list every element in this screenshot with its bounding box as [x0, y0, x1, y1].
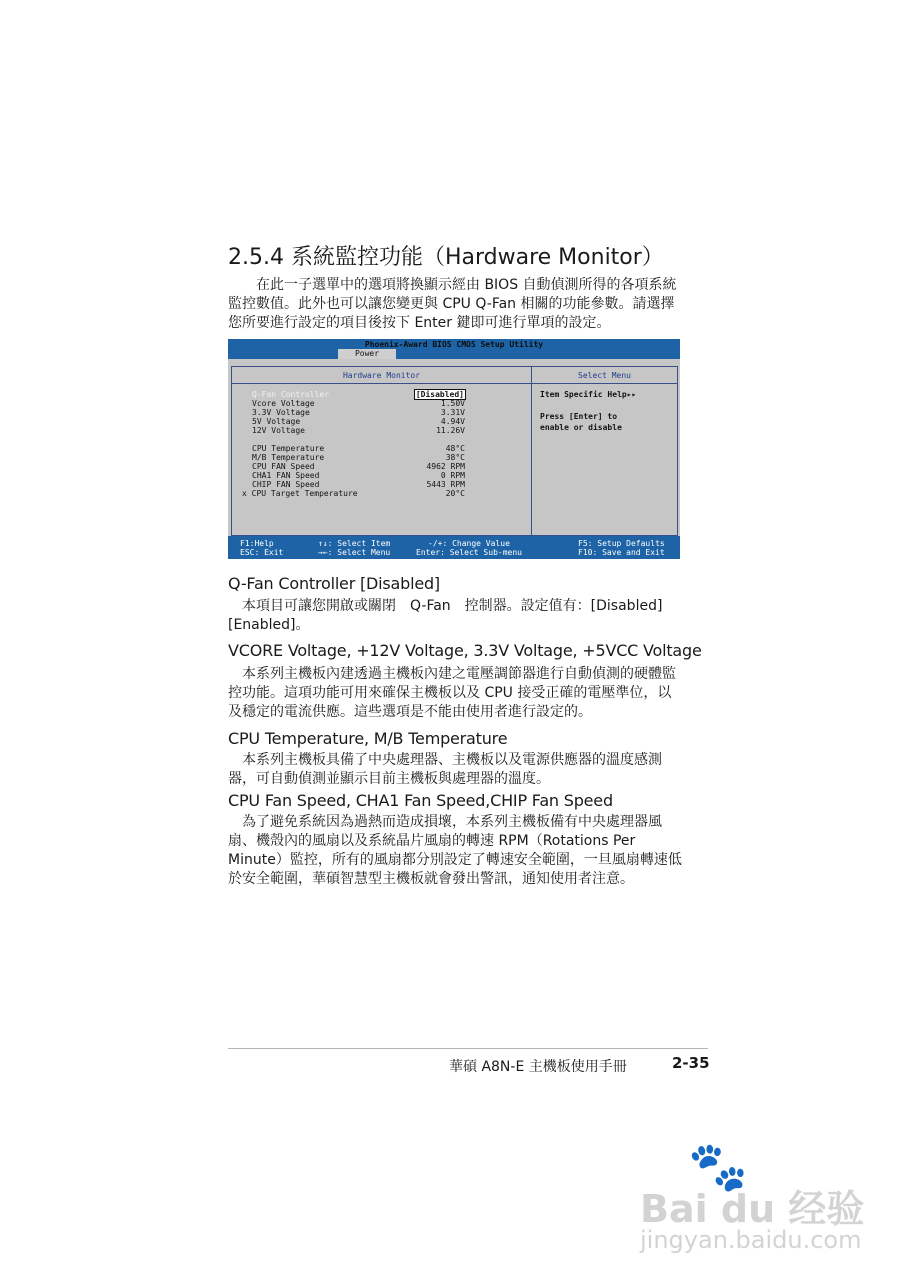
section-title-temperature: CPU Temperature, M/B Temperature — [228, 729, 508, 748]
section-title-voltage: VCORE Voltage, +12V Voltage, 3.3V Voltage, +5VCC Voltage — [228, 641, 702, 660]
sub-menu-key: Enter: Select Sub-menu — [416, 548, 522, 557]
bios-tab-power[interactable]: Power — [338, 349, 396, 359]
bios-row-label: 5V Voltage — [252, 417, 301, 426]
watermark-url: jingyan.baidu.com — [640, 1226, 862, 1254]
change-value-key: -/+: Change Value — [428, 539, 510, 548]
bios-row-qfan[interactable] — [240, 390, 525, 399]
bios-row-mb-temp — [240, 453, 525, 462]
bios-footer-col-2 — [318, 539, 390, 559]
bios-row-label: M/B Temperature — [252, 453, 325, 462]
bios-row-5v — [240, 417, 525, 426]
select-menu-key: →←: Select Menu — [318, 548, 391, 557]
bios-help-line: Press [Enter] to — [540, 412, 618, 421]
bios-main-panel — [231, 366, 532, 536]
watermark — [600, 1138, 890, 1268]
bios-row-value: 20°C — [445, 489, 465, 498]
select-item-key: ↑↓: Select Item — [318, 539, 391, 548]
bios-title: Phoenix-Award BIOS CMOS Setup Utility — [364, 340, 544, 349]
bios-row-chip-fan — [240, 480, 525, 489]
f1-help-key: F1:Help — [240, 539, 274, 548]
esc-exit-key: ESC: Exit — [240, 548, 284, 557]
section-heading: 2.5.4 系統監控功能（Hardware Monitor） — [228, 245, 664, 270]
bios-row-value: 5443 RPM — [426, 480, 465, 489]
bios-help-line: enable or disable — [540, 423, 622, 432]
watermark-logo: Bai du 经验 — [640, 1187, 865, 1231]
bios-main-header: Hardware Monitor — [342, 371, 421, 380]
section-title-qfan: Q-Fan Controller [Disabled] — [228, 574, 440, 593]
section-body-temperature: 本系列主機板具備了中央處理器、主機板以及電源供應器的溫度感測器，可自動偵測並顯示目前主機板與處理器的溫度。 — [228, 752, 662, 787]
bios-side-divider — [532, 383, 677, 384]
bios-row-value: 11.26V — [436, 426, 465, 435]
bios-row-label: 12V Voltage — [252, 426, 305, 435]
section-body-fan-speed: 為了避免系統因為過熱而造成損壞，本系列主機板備有中央處理器風扇、機殼內的風扇以及系統晶片風扇的轉速 RPM（Rotations Per Minute）監控，所有的風扇都分別設定了轉速安全範圍，一旦風扇轉速低於安全範圍，華碩智慧型主機板就會發出警訊，通知使用者注意。 — [228, 814, 682, 887]
bios-row-12v — [240, 426, 525, 435]
bios-row-value: 3.31V — [440, 408, 465, 417]
section-body-voltage: 本系列主機板內建透過主機板內建之電壓調節器進行自動偵測的硬體監控功能。這項功能可用來確保主機板以及 CPU 接受正確的電壓準位，以及穩定的電流供應。這些選項是不能由使用者進行設定的。 — [228, 666, 676, 720]
bios-row-cpu-target-temp — [240, 489, 525, 498]
bios-side-panel — [531, 366, 678, 536]
bios-row-3v3 — [240, 408, 525, 417]
intro-paragraph: 在此一子選單中的選項將換顯示經由 BIOS 自動偵測所得的各項系統監控數值。此外也可以讓您變更與 CPU Q-Fan 相關的功能參數。請選擇您所要進行設定的項目後按下 Enter 鍵即可進行單項的設定。 — [228, 277, 677, 331]
bios-row-label: Vcore Voltage — [252, 399, 315, 408]
bios-row-label: CHIP FAN Speed — [252, 480, 320, 489]
bios-footer-col-1 — [240, 539, 283, 559]
f5-defaults-key: F5: Setup Defaults — [578, 539, 665, 548]
bios-row-value: 0 RPM — [440, 471, 465, 480]
bios-row-label: CHA1 FAN Speed — [252, 471, 320, 480]
bios-row-value[interactable]: [Disabled] — [415, 390, 464, 399]
footer-divider — [228, 1048, 708, 1049]
bios-row-value: 4.94V — [440, 417, 465, 426]
bios-row-label: x CPU Target Temperature — [242, 489, 358, 498]
bios-help-title: Item Specific Help▸▸ — [540, 390, 637, 399]
page-number: 2-35 — [672, 1054, 710, 1072]
bios-row-cpu-temp — [240, 444, 525, 453]
bios-row-vcore — [240, 399, 525, 408]
bios-row-label: Q-Fan Controller — [252, 390, 330, 399]
manual-title: 華碩 A8N-E 主機板使用手冊 — [449, 1059, 627, 1075]
bios-row-value: 4962 RPM — [426, 462, 465, 471]
bios-row-label: CPU FAN Speed — [252, 462, 315, 471]
paw-icon: 🐾 — [688, 1139, 748, 1195]
bios-side-header: Select Menu — [578, 371, 631, 380]
bios-row-label: 3.3V Voltage — [252, 408, 310, 417]
section-body-qfan: 本項目可讓您開啟或關閉 Q-Fan 控制器。設定值有：[Disabled] [Enabled]。 — [228, 598, 663, 633]
bios-row-value: 1.50V — [440, 399, 465, 408]
bios-row-value: 48°C — [445, 444, 465, 453]
bios-row-label: CPU Temperature — [252, 444, 325, 453]
section-title-fan-speed: CPU Fan Speed, CHA1 Fan Speed,CHIP Fan Speed — [228, 791, 613, 810]
f10-save-key: F10: Save and Exit — [578, 548, 665, 557]
bios-screenshot — [228, 339, 680, 559]
bios-row-cpu-fan — [240, 462, 525, 471]
bios-footer-col-4 — [578, 539, 665, 559]
bios-row-cha1-fan — [240, 471, 525, 480]
bios-footer-col-3 — [416, 539, 522, 559]
bios-screen — [228, 359, 680, 536]
bios-main-divider — [232, 383, 531, 384]
bios-row-value: 38°C — [445, 453, 465, 462]
